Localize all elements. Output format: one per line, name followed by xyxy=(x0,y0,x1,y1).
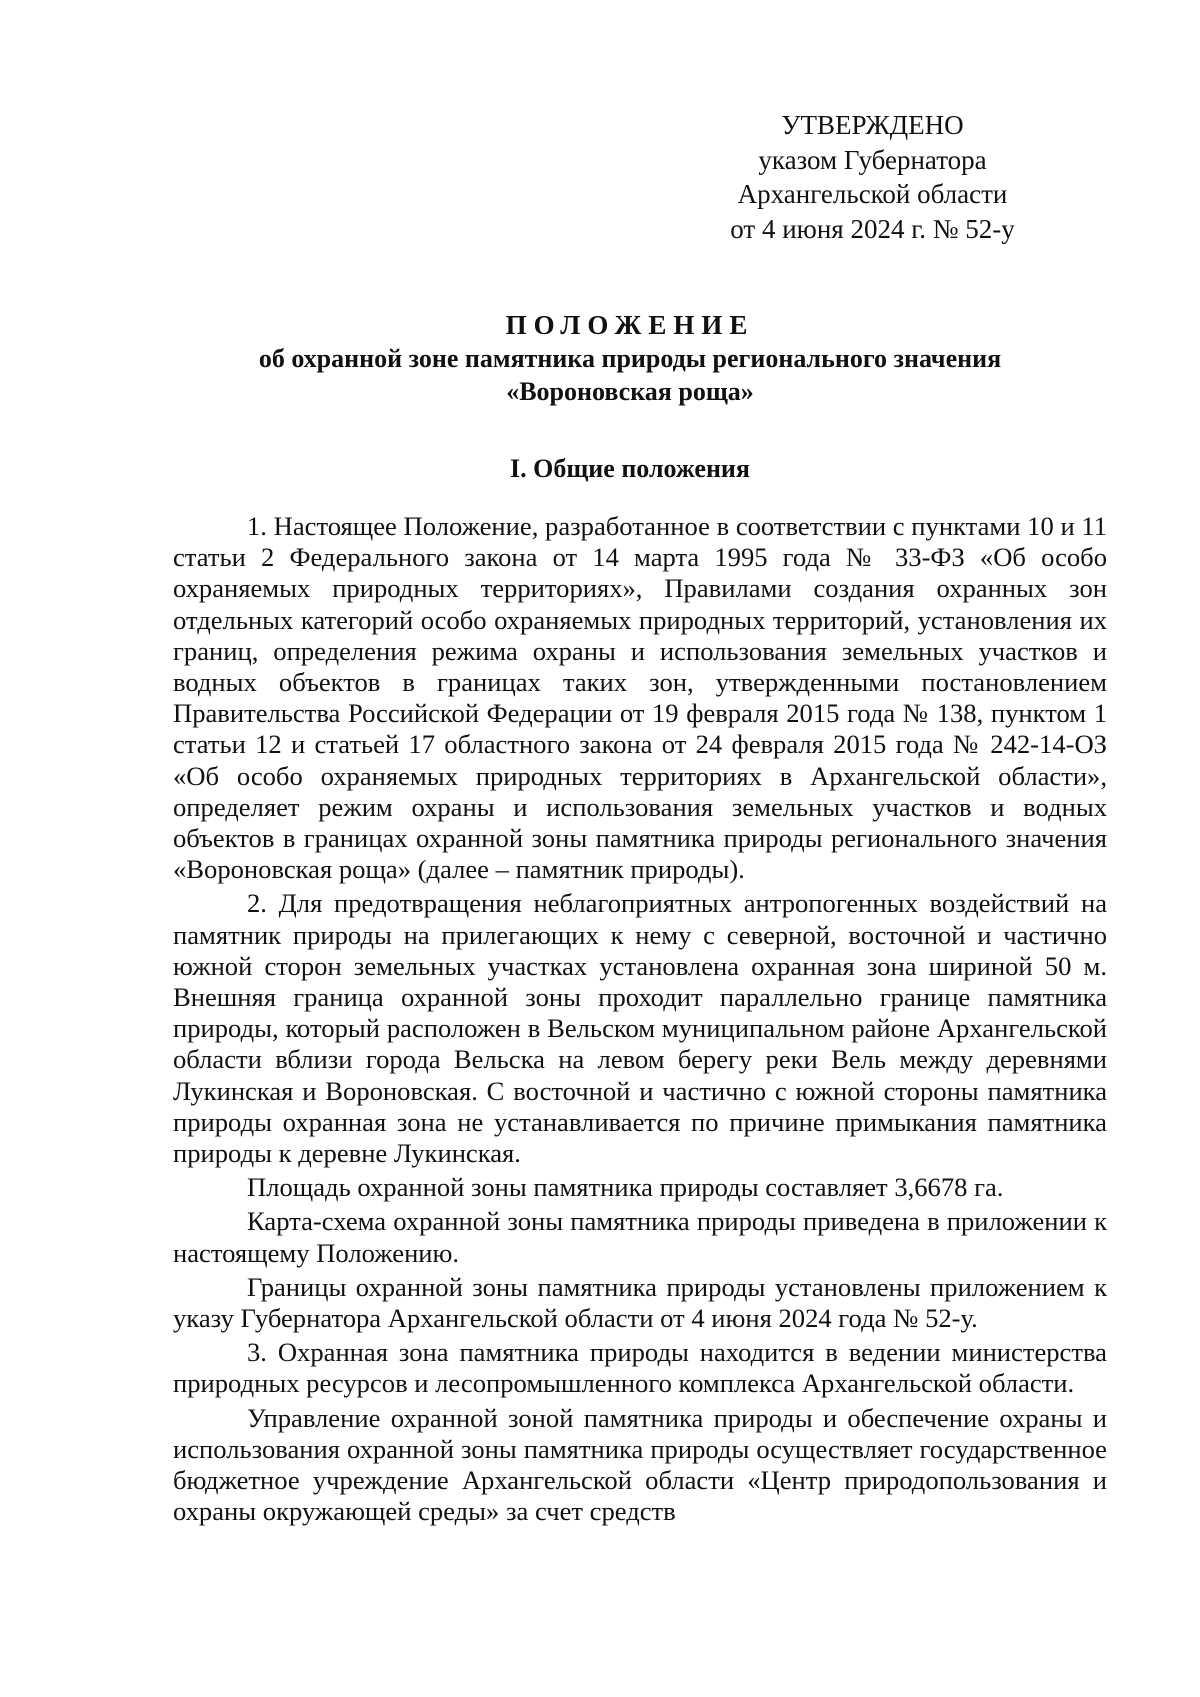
approval-stamp xyxy=(700,108,1045,246)
paragraph: Границы охранной зоны памятника природы установлены приложением к указу Губернатора Архангельской области от 4 июня 2024 года № 52-у. xyxy=(173,1271,1107,1334)
title-subtitle-1: об охранной зоне памятника природы регионального значения xyxy=(258,344,1002,373)
paragraph: 2. Для предотвращения неблагоприятных антропогенных воздействий на памятник природы на прилегающих к нему с северной, восточной и частично южной сторон земельных участках установлена охранная зона шириной 50 м. Внешняя граница охранной зоны проходит параллельно границе памятника природы, который расположен в Вельском муниципальном районе Архангельской области вблизи города Вельска на левом берегу реки Вель между деревнями Лукинская и Вороновская. С восточной и частично с южной стороны памятника природы охранная зона не устанавливается по причине примыкания памятника природы к деревне Лукинская. xyxy=(173,888,1107,1169)
paragraph: 1. Настоящее Положение, разработанное в соответствии с пунктами 10 и 11 статьи 2 Федерального закона от 14 марта 1995 года № 33-ФЗ «Об особо охраняемых природных территориях», Правилами создания охранных зон отдельных категорий особо охраняемых природных территорий, установления их границ, определения режима охраны и использования земельных участков и водных объектов в границах таких зон, утвержденными постановлением Правительства Российской Федерации от 19 февраля 2015 года № 138, пунктом 1 статьи 12 и статьей 17 областного закона от 24 февраля 2015 года № 242-14-ОЗ «Об особо охраняемых природных территориях в Архангельской области», определяет режим охраны и использования земельных участков и водных объектов в границах охранной зоны памятника природы регионального значения «Вороновская роща» (далее – памятник природы). xyxy=(173,511,1107,885)
paragraph: Управление охранной зоной памятника природы и обеспечение охраны и использования охранной зоны памятника природы осуществляет государственное бюджетное учреждение Архангельской области «Центр природопользования и охраны окружающей среды» за счет средств xyxy=(173,1402,1107,1527)
section-heading: I. Общие положения xyxy=(510,454,750,483)
approval-line-1: УТВЕРЖДЕНО xyxy=(781,110,964,140)
approval-line-4: от 4 июня 2024 г. № 52-у xyxy=(730,213,1015,244)
body-text xyxy=(173,511,1107,1531)
document-title xyxy=(170,309,1090,408)
approval-line-2: указом Губернатора xyxy=(758,144,987,175)
title-subtitle-2: «Вороновская роща» xyxy=(506,377,754,406)
paragraph: 3. Охранная зона памятника природы находится в ведении министерства природных ресурсов и лесопромышленного комплекса Архангельской области. xyxy=(173,1337,1107,1399)
approval-line-3: Архангельской области xyxy=(737,179,1008,209)
paragraph: Площадь охранной зоны памятника природы составляет 3,6678 га. xyxy=(247,1172,1004,1203)
title-main: ПОЛОЖЕНИЕ xyxy=(505,310,755,340)
paragraph: Карта-схема охранной зоны памятника природы приведена в приложении к настоящему Положению. xyxy=(173,1206,1107,1268)
